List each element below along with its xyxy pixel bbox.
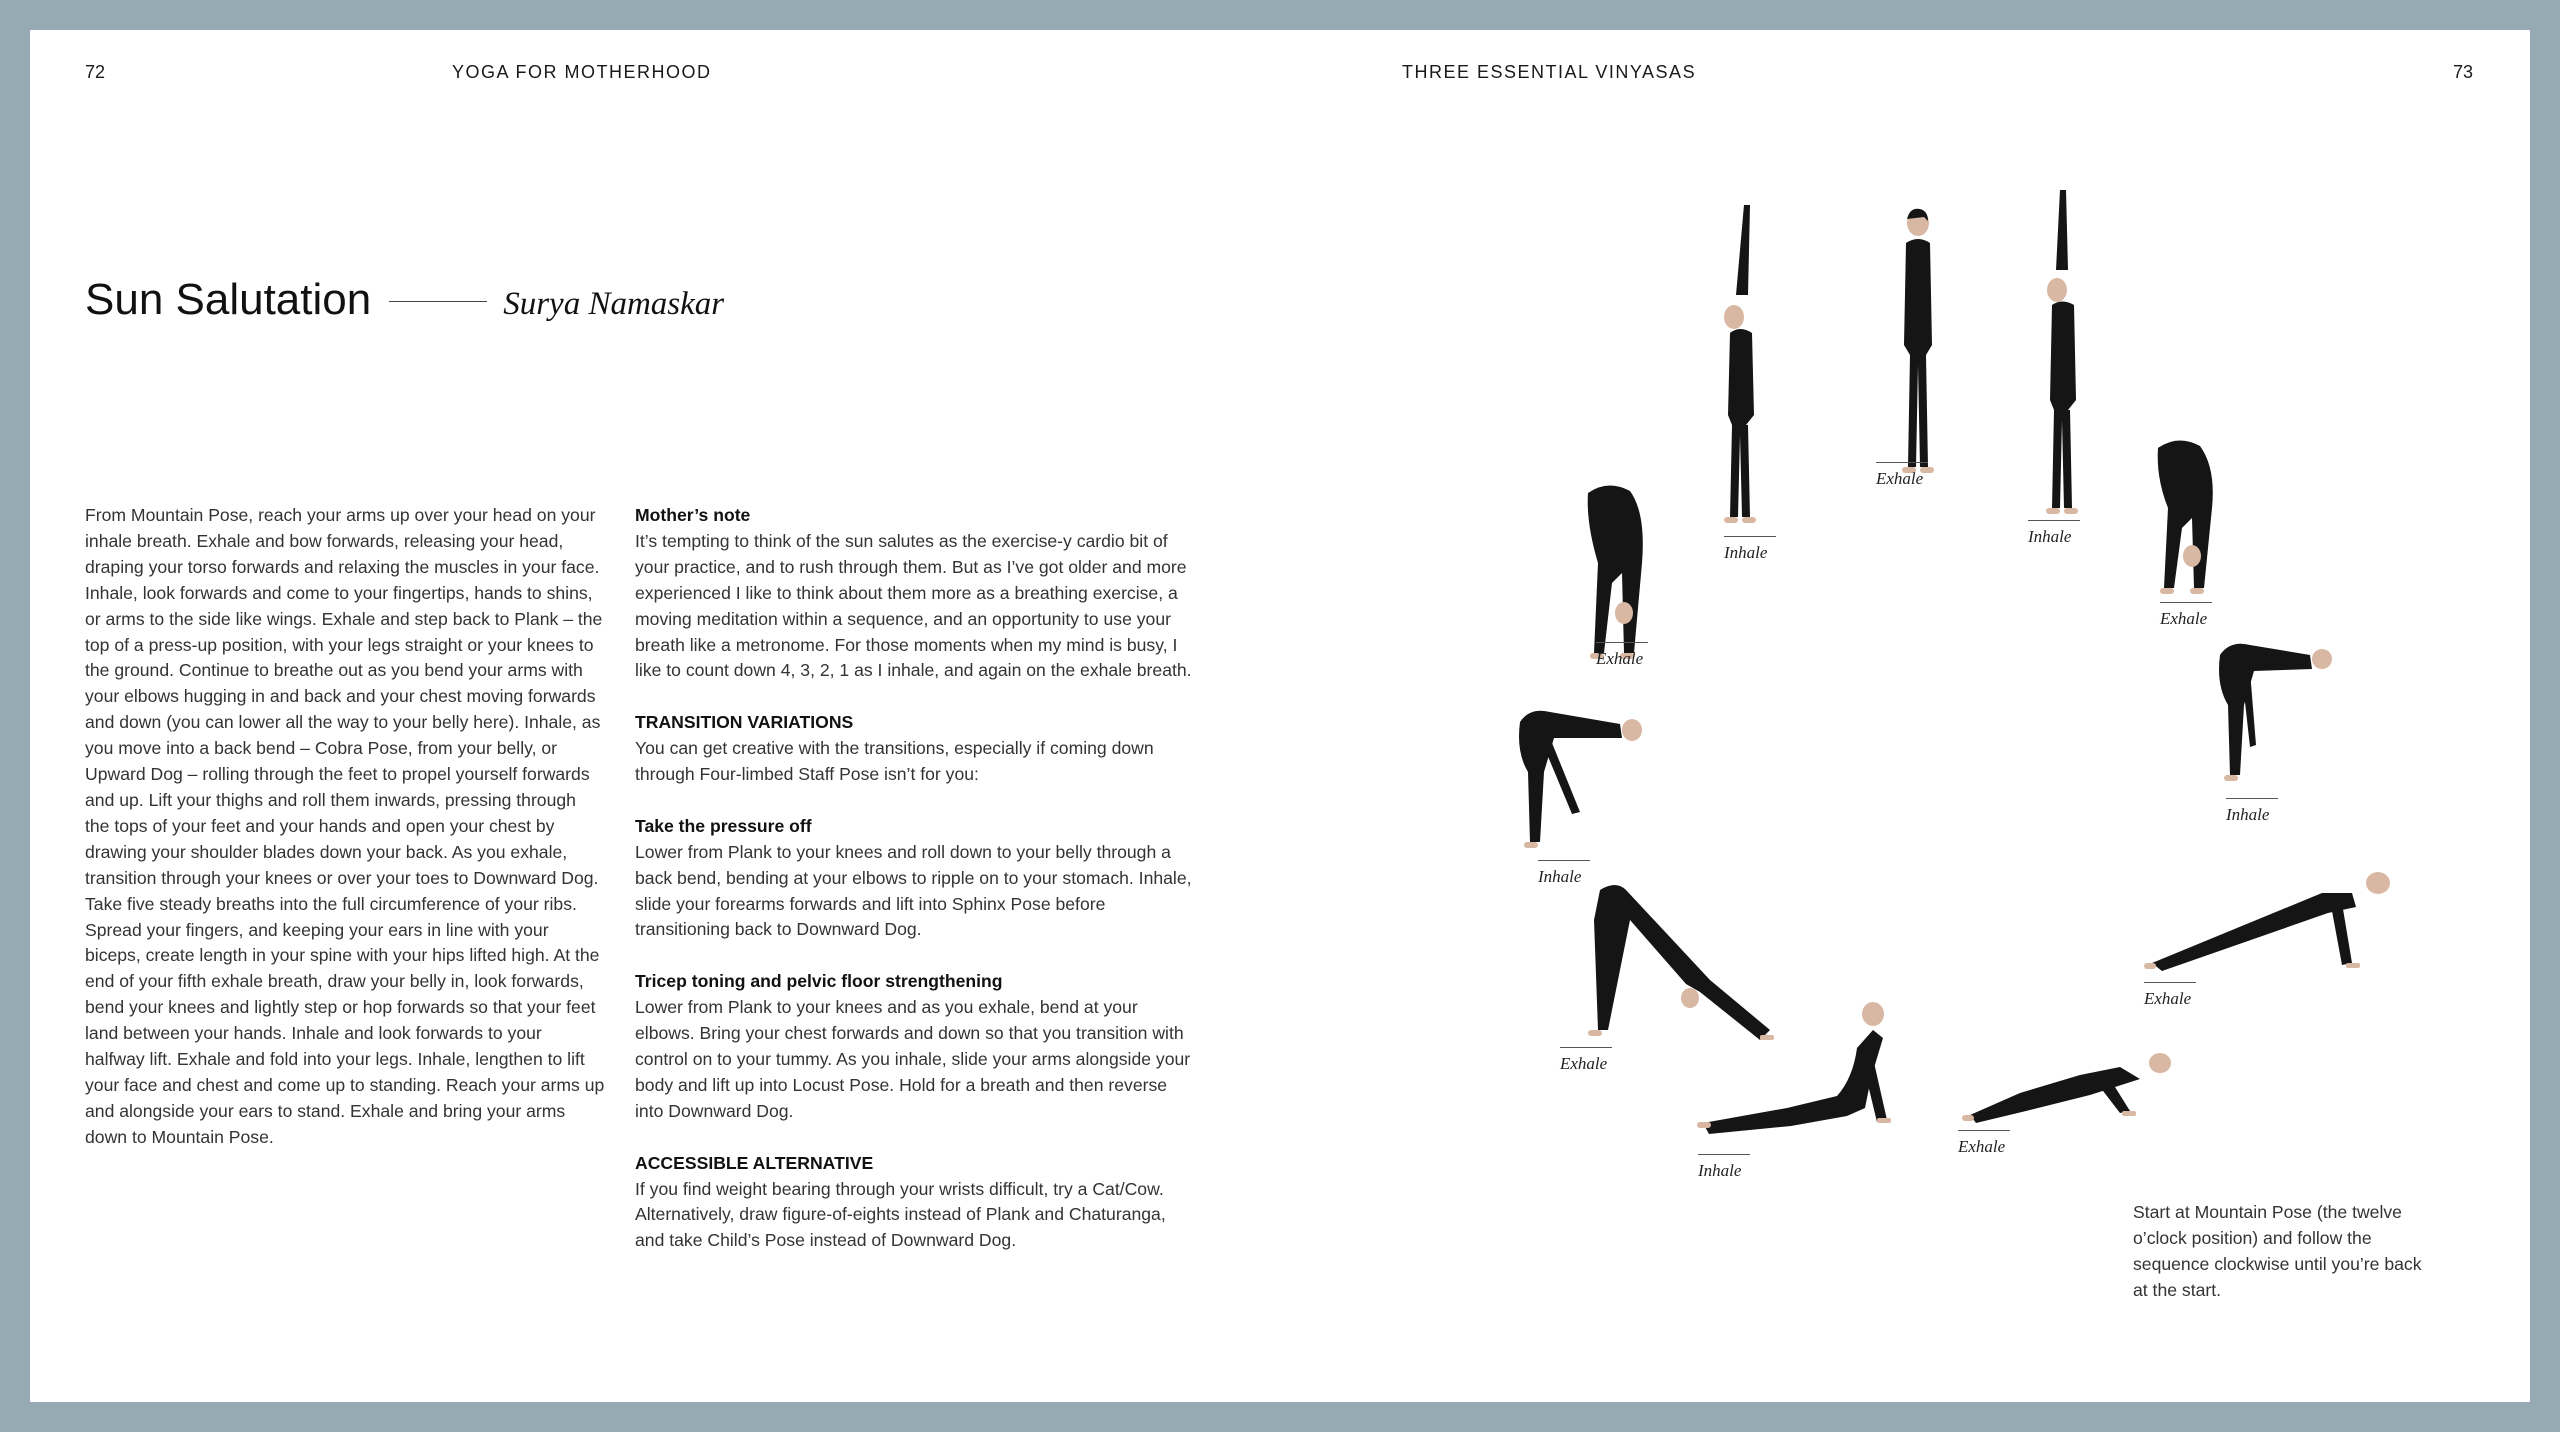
title-subtitle: Surya Namaskar bbox=[503, 286, 725, 322]
pose-forward-fold-left-label: Exhale bbox=[1596, 642, 1648, 669]
page-title bbox=[85, 275, 724, 325]
book-spread bbox=[30, 30, 2530, 1402]
pose-upward-dog-label: Inhale bbox=[1698, 1154, 1750, 1181]
notes-column bbox=[635, 503, 1195, 1254]
sequence-caption: Start at Mountain Pose (the twelve o’clock position) and follow the sequence clockwise until you’re back at the start. bbox=[2133, 1202, 2422, 1300]
pose-half-lift-left-label: Inhale bbox=[1538, 860, 1590, 887]
pose-half-lift-left-figure bbox=[1510, 702, 1650, 852]
right-running-head: THREE ESSENTIAL VINYASAS bbox=[1402, 62, 1697, 82]
title-rule bbox=[389, 301, 487, 302]
accessible-heading: ACCESSIBLE ALTERNATIVE bbox=[635, 1152, 874, 1173]
pose-forward-fold-right-label: Exhale bbox=[2160, 602, 2212, 629]
pose-forward-fold-left-figure bbox=[1578, 483, 1658, 663]
pose-upward-salute-right-figure bbox=[2032, 190, 2092, 525]
accessible-text: If you find weight bearing through your wrists difficult, try a Cat/Cow. Alternatively, draw figure-of-eights instead of Plank and Chaturanga, and take Child’s Pose instead of Downward Dog. bbox=[635, 1178, 1166, 1251]
left-running-head: YOGA FOR MOTHERHOOD bbox=[452, 62, 712, 82]
pose-upward-salute-right-label: Inhale bbox=[2028, 520, 2080, 547]
transition-text: You can get creative with the transitions, especially if coming down through Four-limbed Staff Pose isn’t for you: bbox=[635, 738, 1154, 785]
title-main: Sun Salutation bbox=[85, 275, 372, 324]
pose-mountain-figure bbox=[1888, 205, 1948, 485]
pose-chaturanga-figure bbox=[1960, 1045, 2190, 1125]
mothers-note-text: It’s tempting to think of the sun salutes as the exercise-y cardio bit of your practice, and to rush through them. But as I’ve got older and more experienced I like to think about them more as a breathing exercise, a moving meditation within a sequence, and an opportunity to use your breath like a metronome. For those moments when my mind is busy, I like to count down 4, 3, 2, 1 as I inhale, and again on the exhale breath. bbox=[635, 530, 1192, 681]
transition-heading: TRANSITION VARIATIONS bbox=[635, 712, 854, 733]
pose-plank-figure bbox=[2142, 863, 2412, 973]
pose-half-lift-right-figure bbox=[2210, 635, 2340, 785]
body-paragraph: From Mountain Pose, reach your arms up over your head on your inhale breath. Exhale and bow forwards, releasing your head, draping your torso forwards and relaxing the muscles in your face. Inhale, look forwards and come to your fingertips, hands to shins, or arms to the side like wings. Exhale and step back to Plank – the top of a press-up position, with your legs straight or your knees to the ground. Continue to breathe out as you bend your arms with your elbows hugging in and back and your chest moving forwards and down (you can lower all the way to your belly here). Inhale, as you move into a back bend – Cobra Pose, from your belly, or Upward Dog – rolling through the feet to propel yourself forwards and up. Lift your thighs and roll them inwards, pressing through the tops of your feet and your hands and open your chest by drawing your shoulder blades down your back. As you exhale, transition through your knees or over your toes to Downward Dog. Take five steady breaths into the full circumference of your ribs. Spread your fingers, and keeping your ears in line with your biceps, create length in your spine with your hips lifted high. At the end of your fifth exhale breath, draw your belly in, look forwards, bend your knees and lightly step or hop forwards so that your feet land between your hands. Inhale and look forwards to your halfway lift. Exhale and fold into your legs. Inhale, lengthen to lift your face and chest and come up to standing. Reach your arms up and alongside your ears to stand. Exhale and bring your arms down to Mountain Pose. bbox=[85, 505, 605, 1147]
body-column bbox=[85, 503, 605, 1151]
tricep-heading: Tricep toning and pelvic floor strengthening bbox=[635, 971, 1003, 992]
left-page-number: 72 bbox=[85, 62, 106, 82]
pose-downward-dog-label: Exhale bbox=[1560, 1047, 1612, 1074]
pose-mountain-label: Exhale bbox=[1876, 462, 1928, 489]
pressure-text: Lower from Plank to your knees and roll down to your belly through a back bend, bending at your elbows to ripple on to your stomach. Inhale, slide your forearms forwards and lift into Sphinx Pose before transitioning back to Downward Dog. bbox=[635, 841, 1192, 940]
pose-chaturanga-label: Exhale bbox=[1958, 1130, 2010, 1157]
pose-half-lift-right-label: Inhale bbox=[2226, 798, 2278, 825]
mothers-note-heading: Mother’s note bbox=[635, 505, 751, 525]
pressure-heading: Take the pressure off bbox=[635, 815, 812, 836]
pose-forward-fold-right-figure bbox=[2148, 438, 2228, 598]
tricep-text: Lower from Plank to your knees and as you exhale, bend at your elbows. Bring your chest forwards and down so that you transition with control on to your tummy. As you inhale, slide your arms alongside your body and lift up into Locust Pose. Hold for a breath and then reverse into Downward Dog. bbox=[635, 997, 1191, 1121]
right-page-number: 73 bbox=[2453, 62, 2474, 82]
pose-plank-label: Exhale bbox=[2144, 982, 2196, 1009]
pose-downward-dog-figure bbox=[1560, 880, 1790, 1050]
pose-upward-salute-left-label: Inhale bbox=[1724, 536, 1776, 563]
pose-upward-salute-left-figure bbox=[1710, 205, 1770, 535]
